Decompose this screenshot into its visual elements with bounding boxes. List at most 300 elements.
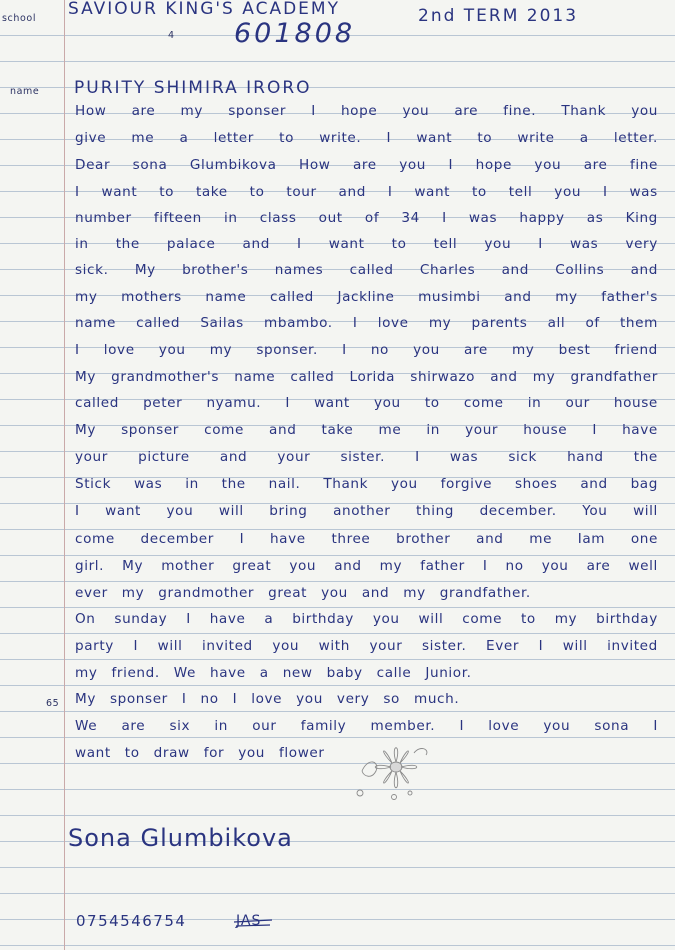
letter-word: letter [213,130,254,146]
letter-word: your [75,449,108,465]
letter-word: brother's [182,262,249,278]
signature: Sona Glumbikova [68,824,293,852]
letter-line [75,718,658,734]
letter-word: I [415,449,420,465]
letter-line [75,691,658,707]
letter-word: birthday [596,611,658,627]
letter-word: peter [143,395,183,411]
letter-word: I [592,422,597,438]
letter-word: My [75,369,96,385]
letter-word: and [269,422,297,438]
letter-line [75,130,658,146]
letter-word: hand [567,449,604,465]
letter-word: and [476,531,504,547]
letter-word: friend [614,342,658,358]
flower-drawing [354,737,438,803]
letter-word: you [321,585,348,601]
letter-line [75,422,658,438]
letter-word: my [554,611,578,627]
letter-word: want [414,184,451,200]
letter-word: I [538,638,544,654]
letter-word: mother [161,558,215,574]
letter-word: to [520,611,536,627]
letter-word: picture [138,449,190,465]
letter-word: december. [479,503,557,519]
letter-line [75,210,658,226]
letter-word: are [586,558,611,574]
letter-word: want [314,395,350,411]
letter-word: are [131,103,156,119]
initials: JAS [236,913,262,929]
letter-word: you [272,638,300,654]
letter-word: in [75,236,89,252]
letter-word: have [622,422,658,438]
letter-word: and [580,476,608,492]
letter-word: Ever [486,638,520,654]
letter-word: tell [508,184,533,200]
letter-line [75,184,658,200]
letter-word: in [527,395,542,411]
letter-word: love [103,342,135,358]
school-name: SAVIOUR KING'S ACADEMY [68,0,340,19]
letter-word: will [218,503,244,519]
letter-word: I [186,611,191,627]
letter-word: three [331,531,371,547]
letter-word: I [538,236,543,252]
letter-word: no [370,342,389,358]
letter-word: them [620,315,658,331]
phone-number: 0754546754 [76,912,187,930]
letter-word: to [424,395,440,411]
letter-word: Junior. [425,665,472,681]
letter-word: you [373,395,401,411]
letter-word: Collins [555,262,605,278]
letter-word: my [180,103,204,119]
letter-word: love [488,718,520,734]
letter-word: King [625,210,658,226]
letter-line [75,395,658,411]
letter-word: you [631,103,658,119]
letter-word: sona [594,718,630,734]
letter-word: sister. [340,449,385,465]
letter-word: and [334,558,362,574]
letter-word: will [418,611,444,627]
letter-word: was [468,210,498,226]
letter-word: was [133,476,163,492]
letter-word: party [75,638,114,654]
letter-word: and [242,236,270,252]
letter-word: My [122,558,144,574]
letter-word: have [210,665,246,681]
letter-line [75,369,658,385]
letter-word: you [554,184,582,200]
letter-word: with [318,638,350,654]
letter-word: brother [396,531,451,547]
letter-word: and [338,184,366,200]
letter-word: all [547,315,566,331]
letter-word: very [625,236,658,252]
letter-word: girl. [75,558,105,574]
letter-line [75,665,658,681]
letter-word: and [219,449,248,465]
letter-word: you [289,558,317,574]
letter-word: called [136,315,181,331]
letter-word: you [238,745,266,761]
letter-word: sponser [109,691,168,707]
letter-word: name [75,315,116,331]
letter-word: to [391,236,407,252]
letter-word: you [534,157,562,173]
letter-word: forgive [440,476,493,492]
letter-word: to [472,184,487,200]
letter-word: give [75,130,107,146]
letter-line [75,449,658,465]
letter-word: come [462,611,503,627]
letter-word: called [75,395,119,411]
letter-word: I [133,638,139,654]
letter-word: I [342,342,347,358]
letter-word: our [252,718,277,734]
letter-word: our [565,395,590,411]
letter-word: bring [269,503,308,519]
letter-word: will [562,638,588,654]
letter-word: father [420,558,465,574]
letter-word: fine [629,157,658,173]
letter-word: You [582,503,608,519]
letter-word: no [200,691,219,707]
letter-word: want [105,503,141,519]
letter-word: I [181,691,187,707]
letter-line [75,315,658,331]
letter-word: tell [433,236,458,252]
pupil-number: 601808 [234,18,356,49]
letter-word: mbambo. [264,315,333,331]
letter-line [75,611,658,627]
letter-word: Charles [419,262,476,278]
letter-word: a [259,665,269,681]
letter-word: are [464,342,488,358]
letter-word: my [428,315,452,331]
letter-word: I [75,503,80,519]
letter-word: Jackline [337,289,395,305]
letter-word: as [586,210,604,226]
letter-word: my [532,369,556,385]
letter-word: you [372,611,400,627]
letter-word: and [504,289,532,305]
letter-word: come [204,422,244,438]
letter-word: write. [319,130,362,146]
letter-word: to [477,130,493,146]
letter-word: to [159,184,175,200]
school-label: school [2,13,37,24]
letter-word: great [268,585,308,601]
letter-word: you [390,476,418,492]
letter-word: my [75,665,98,681]
letter-word: called [349,262,394,278]
letter-word: sunday [114,611,168,627]
letter-word: take [321,422,354,438]
letter-word: shoes [514,476,558,492]
letter-word: to [279,130,294,146]
letter-word: My [134,262,156,278]
letter-word: very [336,691,370,707]
letter-word: invited [202,638,253,654]
letter-word: I [653,718,658,734]
letter-line [75,503,658,519]
letter-word: want [328,236,365,252]
letter-word: was [449,449,479,465]
letter-word: I [448,157,454,173]
letter-word: you [296,691,323,707]
letter-word: I [311,103,316,119]
letter-word: the [633,449,658,465]
letter-word: hope [340,103,378,119]
letter-word: tour [286,184,317,200]
letter-word: you [158,342,186,358]
letter-word: sponser [228,103,287,119]
letter-word: name [205,289,247,305]
letter-word: friend. [111,665,160,681]
letter-word: number [75,210,132,226]
letter-word: have [209,611,246,627]
letter-word: Stick [75,476,112,492]
letter-word: best [558,342,591,358]
letter-word: My [75,691,96,707]
letter-word: I [285,395,290,411]
letter-word: fifteen [153,210,202,226]
letter-word: I [297,236,302,252]
letter-word: nyamu. [206,395,262,411]
letter-word: you [543,718,571,734]
letter-word: I [602,184,608,200]
letter-word: will [157,638,183,654]
letter-word: On [75,611,96,627]
letter-word: 34 [401,210,420,226]
letter-word: to [249,184,265,200]
letter-word: calle [376,665,412,681]
letter-word: six [169,718,191,734]
letter-word: have [269,531,306,547]
margin-note: 65 [46,698,60,709]
letter-word: We [75,718,98,734]
letter-word: my [511,342,535,358]
letter-word: class [259,210,297,226]
letter-word: want [416,130,453,146]
letter-word: sponser. [256,342,318,358]
letter-line [75,262,658,278]
letter-word: was [629,184,658,200]
letter-word: Dear [75,157,111,173]
letter-word: much. [413,691,460,707]
letter-word: grandfather [570,369,658,385]
letter-word: ever [75,585,108,601]
letter-word: palace [166,236,216,252]
letter-line [75,157,658,173]
letter-word: me [529,531,553,547]
letter-word: How [75,103,107,119]
term-label: 2nd TERM 2013 [418,6,579,26]
letter-word: I [482,558,488,574]
letter-word: Lorida [349,369,396,385]
letter-word: grandmother [158,585,255,601]
letter-word: sponser [121,422,179,438]
letter-word: invited [607,638,658,654]
letter-word: grandmother's [111,369,220,385]
letter-word: and [361,585,390,601]
letter-word: my [403,585,426,601]
letter-word: and [490,369,518,385]
letter-word: called [290,369,335,385]
letter-word: love [251,691,283,707]
letter-word: are [583,157,608,173]
letter-word: my [379,558,403,574]
letter-word: family [300,718,347,734]
letter-word: draw [153,745,190,761]
letter-word: house [523,422,568,438]
letter-word: my [75,289,98,305]
letter-word: no [505,558,524,574]
letter-word: your [277,449,311,465]
letter-line [75,289,658,305]
letter-word: nail. [268,476,301,492]
letter-word: want [101,184,138,200]
margin-rule [64,0,65,950]
letter-word: write [517,130,555,146]
letter-word: I [386,130,392,146]
letter-word: I [387,184,393,200]
letter-word: new [282,665,313,681]
letter-word: Glumbikova [189,157,277,173]
letter-word: the [115,236,140,252]
letter-word: another [333,503,391,519]
letter-line [75,342,658,358]
pupil-name: PURITY SHIMIRA IRORO [74,78,312,98]
letter-line [75,476,658,492]
letter-word: house [613,395,658,411]
letter-word: bag [630,476,658,492]
letter-word: love [377,315,409,331]
letter-word: in [185,476,199,492]
letter-word: and [630,262,658,278]
letter-word: want [75,745,111,761]
letter-word: I [459,718,465,734]
letter-word: parents [471,315,528,331]
letter-word: come [463,395,504,411]
letter-word: called [269,289,314,305]
letter-word: member. [370,718,436,734]
letter-word: sick. [75,262,109,278]
letter-word: My [75,422,96,438]
letter-word: musimbi [418,289,481,305]
letter-word: baby [326,665,363,681]
letter-word: Thank [323,476,369,492]
letter-word: me [378,422,402,438]
letter-word: sick [508,449,537,465]
letter-word: come [75,531,115,547]
letter-line [75,558,658,574]
letter-word: the [221,476,246,492]
letter-line [75,531,658,547]
letter-word: name [234,369,276,385]
letter-word: in [426,422,441,438]
letter-line [75,236,658,252]
letter-word: of [364,210,380,226]
letter-word: you [413,342,440,358]
letter-word: happy [519,210,565,226]
letter-word: sona [132,157,168,173]
letter-word: Thank [561,103,607,119]
letter-word: are [121,718,146,734]
letter-word: your [465,422,499,438]
margin-mark: 4 [168,30,175,41]
letter-word: your [369,638,403,654]
letter-word: december [140,531,214,547]
letter-line [75,638,658,654]
letter-word: well [628,558,658,574]
letter-word: flower [279,745,325,761]
letter-word: out [318,210,343,226]
letter-word: mothers [121,289,182,305]
letter-word: I [239,531,245,547]
letter-word: great [232,558,272,574]
letter-word: grandfather. [439,585,531,601]
letter-word: I [75,184,80,200]
letter-word: for [203,745,225,761]
letter-word: me [131,130,155,146]
letter-word: my [555,289,578,305]
letter-word: my [209,342,233,358]
letter-word: take [195,184,228,200]
letter-word: so [383,691,400,707]
letter-word: you [166,503,194,519]
letter-word: birthday [292,611,354,627]
letter-word: Iam [577,531,606,547]
letter-word: sister. [421,638,467,654]
letter-word: and [501,262,529,278]
letter-word: I [75,342,80,358]
letter-word: you [399,157,427,173]
letter-word: I [232,691,238,707]
letter-word: Sailas [200,315,244,331]
letter-word: I [442,210,447,226]
letter-word: thing [416,503,455,519]
letter-word: I [352,315,358,331]
initials-strike [232,912,274,932]
letter-word: a [579,130,589,146]
letter-word: a [264,611,274,627]
letter-word: in [223,210,238,226]
letter-line [75,585,658,601]
letter-word: letter. [613,130,658,146]
letter-word: are [454,103,479,119]
letter-word: you [484,236,512,252]
letter-word: you [402,103,430,119]
letter-word: fine. [503,103,537,119]
letter-word: was [570,236,599,252]
letter-word: in [214,718,228,734]
letter-word: shirwazo [410,369,476,385]
letter-word: my [121,585,145,601]
letter-word: names [274,262,324,278]
letter-word: How [299,157,331,173]
letter-word: father's [601,289,658,305]
letter-word: are [352,157,377,173]
letter-line [75,103,658,119]
name-label: name [10,86,40,97]
letter-word: you [541,558,569,574]
letter-word: We [173,665,196,681]
letter-word: will [633,503,658,519]
